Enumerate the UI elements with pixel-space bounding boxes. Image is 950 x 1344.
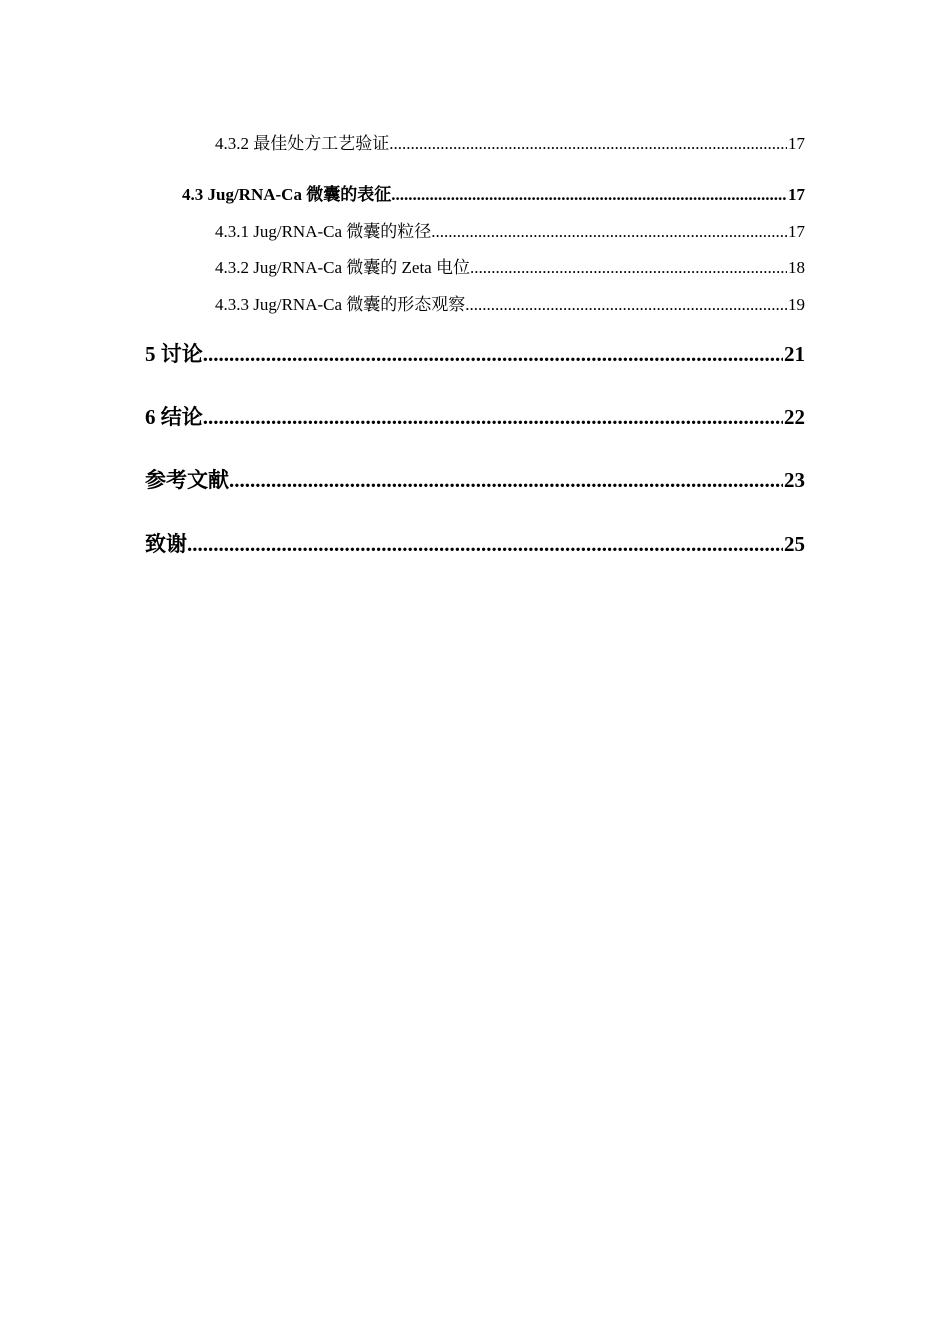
toc-entry-4-3-2-formula-verification[interactable] bbox=[215, 129, 805, 154]
toc-dot-leader bbox=[229, 468, 783, 493]
toc-dot-leader bbox=[187, 532, 783, 557]
toc-entry-references[interactable] bbox=[145, 464, 805, 494]
toc-entry-label: 6 结论 bbox=[145, 405, 203, 429]
toc-dot-leader bbox=[465, 295, 787, 315]
toc-page-number: 17 bbox=[788, 222, 805, 241]
toc-entry-4-3-3-morphology[interactable] bbox=[215, 290, 805, 315]
toc-page-number: 19 bbox=[788, 295, 805, 314]
toc-entry-label: 4.3.2 最佳处方工艺验证 bbox=[215, 134, 390, 153]
toc-dot-leader bbox=[203, 405, 783, 430]
toc-entry-5-discussion[interactable] bbox=[145, 338, 805, 368]
toc-entry-4-3-2-zeta-potential[interactable] bbox=[215, 253, 805, 278]
toc-entry-label: 4.3.2 Jug/RNA-Ca 微囊的 Zeta 电位 bbox=[215, 258, 470, 277]
toc-entry-label: 致谢 bbox=[145, 532, 187, 556]
toc-entry-label: 参考文献 bbox=[145, 468, 229, 492]
toc-dot-leader bbox=[203, 342, 783, 367]
toc-entry-6-conclusion[interactable] bbox=[145, 401, 805, 431]
toc-dot-leader bbox=[431, 222, 787, 242]
toc-page-number: 17 bbox=[788, 185, 805, 204]
toc-entry-acknowledgements[interactable] bbox=[145, 528, 805, 558]
toc-page-number: 22 bbox=[784, 405, 805, 429]
toc-entry-4-3-1-particle-size[interactable] bbox=[215, 217, 805, 242]
toc-entry-label: 4.3 Jug/RNA-Ca 微囊的表征 bbox=[182, 185, 392, 204]
toc-page-number: 21 bbox=[784, 342, 805, 366]
toc-entry-label: 4.3.3 Jug/RNA-Ca 微囊的形态观察 bbox=[215, 295, 466, 314]
toc-page-number: 18 bbox=[788, 258, 805, 277]
toc-dot-leader bbox=[389, 134, 787, 154]
toc-entry-label: 5 讨论 bbox=[145, 342, 203, 366]
toc-page-number: 25 bbox=[784, 532, 805, 556]
toc-page-number: 23 bbox=[784, 468, 805, 492]
toc-entry-4-3-characterization[interactable] bbox=[182, 180, 805, 205]
toc-page-number: 17 bbox=[788, 134, 805, 153]
toc-entry-label: 4.3.1 Jug/RNA-Ca 微囊的粒径 bbox=[215, 222, 432, 241]
toc-dot-leader bbox=[391, 185, 787, 205]
toc-dot-leader bbox=[470, 258, 787, 278]
